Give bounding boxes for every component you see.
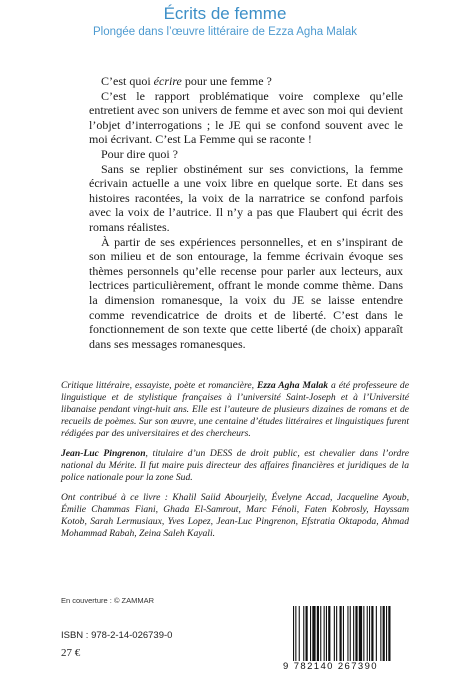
paragraph-2: C’est le rapport problématique voire complexe qu’elle entretient avec son univers de femme et avec son moi qui devient l’objet d’interrogations ; le JE qui se confond souvent avec le moi écrivant. C’est La Femme qui se raconte ! bbox=[89, 88, 403, 147]
price: 27 € bbox=[61, 647, 81, 659]
author-bio: Critique littéraire, essayiste, poète et romancière, Ezza Agha Malak a été professeure de linguistique et de stylistique françaises à l’université Saint-Joseph et à l’Université libanaise pendant vingt-huit ans. Elle est l’auteure de plusieurs dizaines de romans et de recueils de poèmes. Sur son œuvre, une centaine d’études littéraires et linguistiques furent rédigées par des universitaires et des chercheurs. bbox=[61, 380, 409, 439]
question-emphasis: écrire bbox=[153, 74, 182, 88]
question-prefix: C’est quoi bbox=[101, 74, 154, 88]
editor-bio: Jean-Luc Pingrenon, titulaire d’un DESS de droit public, est chevalier dans l’ordre national du Mérite. Il fut maire puis directeur des affaires financières et juridiques de la police nationale pour la zone Sud. bbox=[61, 448, 409, 483]
question-suffix: pour une femme ? bbox=[181, 74, 272, 88]
editor-name: Jean-Luc Pingrenon bbox=[61, 448, 146, 459]
paragraph-4: Sans se replier obstinément sur ses convictions, la femme écrivain actuelle a une voix libre en quelque sorte. Et dans ses histoires racontées, la voix de la narratrice se confond parfois avec la voix de l’autrice. Il n’y a pas que Flaubert qui écrit des romans réalistes. bbox=[89, 161, 403, 234]
author-name: Ezza Agha Malak bbox=[256, 380, 329, 391]
book-title: Écrits de femme bbox=[163, 4, 287, 23]
cover-credit: En couverture : © ZAMMAR bbox=[61, 596, 155, 605]
book-subtitle: Plongée dans l’œuvre littéraire de Ezza Agha Malak bbox=[92, 26, 357, 38]
barcode bbox=[283, 604, 411, 676]
barcode-digits: 9 782140 267390 bbox=[283, 661, 378, 672]
paragraph-question-2: Pour dire quoi ? bbox=[101, 146, 178, 161]
author-bio-block bbox=[61, 380, 409, 548]
isbn: ISBN : 978-2-14-026739-0 bbox=[61, 630, 173, 641]
back-cover-text bbox=[89, 74, 403, 351]
contributors-list: Ont contribué à ce livre : Khalil Saiid Abourjeily, Évelyne Accad, Jacqueline Ayoub, Émilie Chammas Fiani, Ghada El-Samrout, Marc Fénoli, Faten Kobrosly, Hayssam Kotob, Sarah Lermusiaux, Yves Lopez, Jean-Luc Pingrenon, Efstratia Oktapoda, Ahmad Mohammad Rabah, Zeina Saleh Kayali. bbox=[61, 492, 409, 539]
paragraph-5: À partir de ses expériences personnelles, et en s’inspirant de son milieu et de son entourage, la femme écrivain évoque ses thèmes personnels qu’elle recense pour parler aux lecteurs, aux lectrices particulièrement, offrant le monde comme thème. Dans la dimension romanesque, la voix du JE se laisse entendre comme revendicatrice de droits et de liberté. C’est dans le fonctionnement de son texte que cette liberté (de choix) apparaît dans ses messages romanesques. bbox=[89, 234, 403, 351]
paragraph-question-1 bbox=[89, 74, 403, 89]
barcode-bars-icon bbox=[293, 606, 408, 661]
